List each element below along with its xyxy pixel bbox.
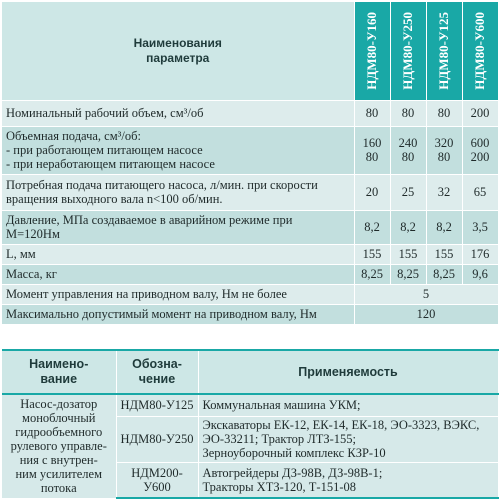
- cell-value: 80: [354, 100, 390, 126]
- cell-value-line: 160: [362, 136, 382, 150]
- model-header: [462, 2, 498, 100]
- product-name-line: гидрообъемного: [15, 425, 103, 440]
- table-row: [2, 284, 498, 304]
- product-name-line: ния с внутрен-: [19, 453, 98, 468]
- cell-value-line: 320: [434, 136, 454, 150]
- row-label-line: - при неработающем питающем насосе: [6, 157, 215, 171]
- specs-header-row: [2, 2, 498, 100]
- cell-value: 120: [354, 304, 498, 324]
- header-line: чение: [138, 372, 176, 386]
- table-row: [2, 244, 498, 264]
- cell-value: 25: [390, 174, 426, 210]
- cell-value: 155: [390, 244, 426, 264]
- cell-value: 176: [462, 244, 498, 264]
- cell-value: [426, 126, 462, 174]
- cell-value: 200: [462, 100, 498, 126]
- table-row: [2, 394, 498, 416]
- row-label-line: - при работающем питающем насосе: [6, 143, 203, 157]
- table-row: [2, 210, 498, 244]
- header-line: Обозна-: [132, 357, 182, 371]
- product-code: НДМ80-У250: [116, 416, 198, 462]
- header-line: Наимено-: [29, 357, 89, 371]
- cell-value: [390, 126, 426, 174]
- row-label-line: М=120Нм: [6, 227, 60, 241]
- model-header: [354, 2, 390, 100]
- application-line: ЭО-33211; Трактор ЛТЗ-155;: [202, 432, 357, 446]
- apps-header-row: [2, 350, 498, 394]
- applications-table: [2, 349, 499, 499]
- cell-value-line: 200: [470, 150, 490, 164]
- product-name-line: рулевого управле-: [10, 439, 107, 454]
- model-label: НДМ80-У600: [472, 11, 487, 90]
- table-row: [2, 264, 498, 284]
- cell-value: 80: [426, 100, 462, 126]
- param-column-header: [2, 2, 354, 100]
- model-label: НДМ80-У250: [400, 11, 415, 90]
- cell-value: [354, 126, 390, 174]
- use-column-header: Применяемость: [198, 350, 498, 394]
- row-label: Максимально допустимый момент на приводном валу, Нм: [2, 304, 354, 324]
- row-label: Момент управления на приводном валу, Нм не более: [2, 284, 354, 304]
- application-cell: [198, 416, 498, 462]
- table-row: [2, 126, 498, 174]
- model-header: [426, 2, 462, 100]
- cell-value: 20: [354, 174, 390, 210]
- param-header-line: Наименования: [133, 35, 222, 50]
- code-column-header: [116, 350, 198, 394]
- row-label: [2, 126, 354, 174]
- cell-value: 8,25: [426, 264, 462, 284]
- row-label-line: вращения выходного вала n<100 об/мин.: [6, 192, 223, 206]
- table-row: [2, 304, 498, 324]
- cell-value-line: 80: [365, 150, 379, 164]
- row-label: L, мм: [2, 244, 354, 264]
- cell-value: 65: [462, 174, 498, 210]
- cell-value-line: 600: [470, 136, 490, 150]
- cell-value: 155: [354, 244, 390, 264]
- product-name-line: Насос-дозатор: [20, 397, 98, 412]
- product-name-line: ним усилителем: [15, 467, 103, 482]
- application-line: Зерноуборочный комплекс КЗР-10: [202, 446, 386, 460]
- model-label: НДМ80-У125: [436, 11, 451, 90]
- model-label: НДМ80-У160: [364, 11, 379, 90]
- application-line: Тракторы ХТЗ-120, Т-151-08: [202, 479, 356, 494]
- cell-value-line: 80: [437, 150, 451, 164]
- row-label: [2, 210, 354, 244]
- application-cell: [198, 462, 498, 498]
- row-label-line: Потребная подача питающего насоса, л/мин. при скорости: [6, 178, 318, 192]
- cell-value: [462, 126, 498, 174]
- param-header-line: параметра: [146, 50, 210, 65]
- application-cell: Коммунальная машина УКМ;: [198, 394, 498, 416]
- row-label: [2, 174, 354, 210]
- cell-value: 32: [426, 174, 462, 210]
- name-column-header: [2, 350, 116, 394]
- row-label: Масса, кг: [2, 264, 354, 284]
- product-code: НДМ200-У600: [116, 462, 198, 498]
- cell-value: 3,5: [462, 210, 498, 244]
- cell-value: 8,25: [390, 264, 426, 284]
- table-row: [2, 100, 498, 126]
- specs-table: [2, 2, 499, 325]
- product-code: НДМ80-У125: [116, 394, 198, 416]
- model-header: [390, 2, 426, 100]
- cell-value-line: 80: [401, 150, 415, 164]
- cell-value: 155: [426, 244, 462, 264]
- cell-value: 9,6: [462, 264, 498, 284]
- product-name: [2, 394, 116, 498]
- table-row: [2, 174, 498, 210]
- cell-value: 5: [354, 284, 498, 304]
- product-name-line: потока: [40, 481, 77, 496]
- header-line: вание: [40, 372, 78, 386]
- row-label: Номинальный рабочий объем, см³/об: [2, 100, 354, 126]
- cell-value: 80: [390, 100, 426, 126]
- cell-value: 8,2: [354, 210, 390, 244]
- row-label-line: Объемная подача, см³/об:: [6, 129, 141, 143]
- application-line: Автогрейдеры ДЗ-98В, ДЗ-98В-1;: [202, 465, 383, 480]
- product-name-line: моноблочный: [22, 411, 96, 426]
- row-label-line: Давление, МПа создаваемое в аварийном режиме при: [6, 213, 293, 227]
- cell-value: 8,2: [390, 210, 426, 244]
- application-line: Экскаваторы ЕК-12, ЕК-14, ЕК-18, ЭО-3323, ВЭКС,: [202, 418, 480, 432]
- cell-value: 8,25: [354, 264, 390, 284]
- cell-value: 8,2: [426, 210, 462, 244]
- cell-value-line: 240: [398, 136, 418, 150]
